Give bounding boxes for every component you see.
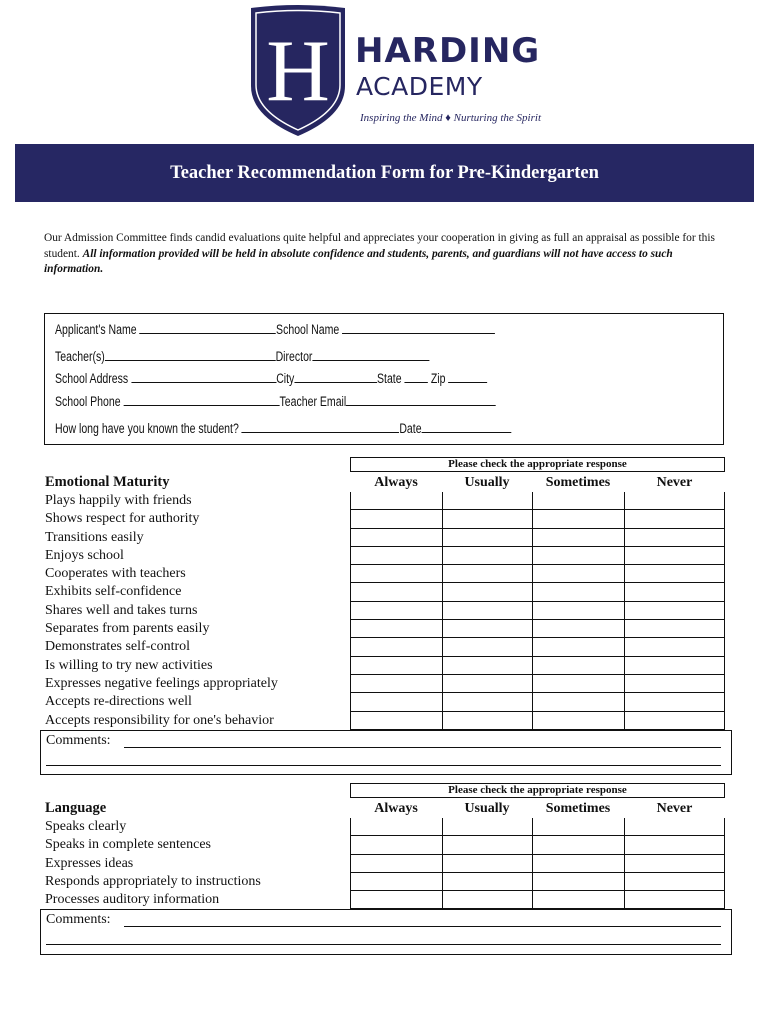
rating-row <box>40 693 725 711</box>
rating-row <box>40 602 725 620</box>
column-sometimes: Sometimes <box>545 801 611 816</box>
response-cell-sometimes[interactable] <box>532 891 624 909</box>
response-cell-usually[interactable] <box>442 657 532 675</box>
response-cell-usually[interactable] <box>442 855 532 873</box>
response-cell-sometimes[interactable] <box>532 818 624 836</box>
comments-line[interactable] <box>46 944 721 945</box>
known-how-long-field[interactable] <box>242 421 400 433</box>
rating-item-label: Accepts responsibility for one's behavior <box>45 712 274 728</box>
response-cell-usually[interactable] <box>442 529 532 547</box>
intro-emphasis: All information provided will be held in absolute confidence and students, parents, and guardians will not have access to such information. <box>44 247 673 275</box>
response-cell-sometimes[interactable] <box>532 855 624 873</box>
section-title: Emotional Maturity <box>45 474 170 490</box>
state-label: State <box>377 371 402 386</box>
teacher-email-field[interactable] <box>346 394 496 406</box>
response-cell-sometimes[interactable] <box>532 873 624 891</box>
response-cell-never[interactable] <box>624 675 725 693</box>
rating-item-label: Responds appropriately to instructions <box>45 873 261 889</box>
response-cell-sometimes[interactable] <box>532 693 624 711</box>
logo-name-academy: ACADEMY <box>356 72 483 101</box>
applicant-info-box <box>44 313 724 445</box>
response-caption: Please check the appropriate response <box>350 783 725 798</box>
response-cell-always[interactable] <box>350 873 442 891</box>
response-cell-sometimes[interactable] <box>532 529 624 547</box>
school-name-label: School Name <box>276 322 340 337</box>
director-field[interactable] <box>312 349 429 361</box>
rating-row <box>40 675 725 693</box>
rating-item-label: Processes auditory information <box>45 892 220 908</box>
response-cell-never[interactable] <box>624 510 725 528</box>
response-cell-sometimes[interactable] <box>532 547 624 565</box>
date-label: Date <box>399 421 422 436</box>
response-cell-always[interactable] <box>350 693 442 711</box>
response-cell-usually[interactable] <box>442 836 532 854</box>
school-phone-label: School Phone <box>55 394 121 409</box>
rating-row <box>40 547 725 565</box>
response-cell-never[interactable] <box>624 547 725 565</box>
comments-line[interactable] <box>124 747 721 748</box>
column-sometimes: Sometimes <box>545 475 611 490</box>
response-cell-always[interactable] <box>350 818 442 836</box>
school-address-label: School Address <box>55 371 129 386</box>
response-cell-always[interactable] <box>350 657 442 675</box>
response-cell-always[interactable] <box>350 583 442 601</box>
response-cell-usually[interactable] <box>442 602 532 620</box>
section-title: Language <box>45 800 107 816</box>
response-cell-never[interactable] <box>624 583 725 601</box>
response-cell-usually[interactable] <box>442 565 532 583</box>
response-cell-sometimes[interactable] <box>532 583 624 601</box>
response-cell-usually[interactable] <box>442 891 532 909</box>
teachers-field[interactable] <box>105 349 276 361</box>
response-cell-usually[interactable] <box>442 693 532 711</box>
column-never: Never <box>656 801 693 816</box>
state-field[interactable] <box>405 371 428 383</box>
rating-item-label: Expresses negative feelings appropriately <box>45 675 278 691</box>
response-cell-sometimes[interactable] <box>532 657 624 675</box>
response-cell-usually[interactable] <box>442 873 532 891</box>
rating-row <box>40 818 725 836</box>
rating-item-label: Separates from parents easily <box>45 621 210 637</box>
response-cell-sometimes[interactable] <box>532 712 624 730</box>
response-cell-never[interactable] <box>624 836 725 854</box>
comments-label: Comments: <box>46 733 111 748</box>
rating-item-label: Expresses ideas <box>45 855 134 871</box>
comments-box <box>40 909 732 955</box>
response-cell-usually[interactable] <box>442 818 532 836</box>
response-cell-always[interactable] <box>350 547 442 565</box>
rating-row <box>40 873 725 891</box>
response-cell-sometimes[interactable] <box>532 836 624 854</box>
column-usually: Usually <box>464 475 510 490</box>
known-how-long-label: How long have you known the student? <box>55 421 239 436</box>
rating-row <box>40 657 725 675</box>
zip-field[interactable] <box>448 371 487 383</box>
school-address-field[interactable] <box>131 371 276 383</box>
rating-item-label: Is willing to try new activities <box>45 657 213 673</box>
response-cell-never[interactable] <box>624 492 725 510</box>
response-cell-usually[interactable] <box>442 583 532 601</box>
intro-text: Our Admission Committee finds candid evaluations quite helpful and appreciates your cooperation in giving as full an appraisal as possible for this student. <box>44 232 715 260</box>
response-caption: Please check the appropriate response <box>350 457 725 472</box>
response-cell-always[interactable] <box>350 836 442 854</box>
rating-item-label: Shares well and takes turns <box>45 602 198 618</box>
response-cell-never[interactable] <box>624 712 725 730</box>
comments-line[interactable] <box>46 765 721 766</box>
rating-row <box>40 855 725 873</box>
response-cell-never[interactable] <box>624 529 725 547</box>
response-cell-sometimes[interactable] <box>532 675 624 693</box>
response-cell-always[interactable] <box>350 855 442 873</box>
response-cell-sometimes[interactable] <box>532 565 624 583</box>
response-cell-never[interactable] <box>624 565 725 583</box>
info-row-address <box>55 371 487 386</box>
rating-row <box>40 510 725 528</box>
rating-item-label: Exhibits self-confidence <box>45 584 182 600</box>
response-cell-never[interactable] <box>624 891 725 909</box>
rating-item-label: Shows respect for authority <box>45 511 200 527</box>
intro-paragraph <box>44 231 730 278</box>
school-phone-field[interactable] <box>124 394 280 406</box>
response-cell-usually[interactable] <box>442 638 532 656</box>
response-cell-sometimes[interactable] <box>532 510 624 528</box>
rating-item-label: Speaks clearly <box>45 819 127 834</box>
zip-label: Zip <box>430 371 446 386</box>
response-cell-never[interactable] <box>624 818 725 836</box>
response-cell-always[interactable] <box>350 602 442 620</box>
applicant-name-label: Applicant's Name <box>55 322 137 337</box>
logo-tagline: Inspiring the Mind ♦ Nurturing the Spirit <box>360 112 542 124</box>
rating-row <box>40 712 725 730</box>
response-cell-never[interactable] <box>624 638 725 656</box>
response-cell-always[interactable] <box>350 565 442 583</box>
director-label: Director <box>275 349 313 364</box>
shield-icon <box>248 4 348 138</box>
rating-rows <box>40 818 725 909</box>
response-cell-always[interactable] <box>350 675 442 693</box>
rating-rows <box>40 492 725 730</box>
response-cell-sometimes[interactable] <box>532 638 624 656</box>
response-cell-always[interactable] <box>350 638 442 656</box>
rating-item-label: Demonstrates self-control <box>45 639 191 655</box>
response-cell-always[interactable] <box>350 492 442 510</box>
info-row-known <box>55 421 511 436</box>
applicant-name-field[interactable] <box>140 322 277 334</box>
comments-label: Comments: <box>46 912 111 927</box>
response-cell-always[interactable] <box>350 712 442 730</box>
school-name-field[interactable] <box>342 322 495 334</box>
rating-row <box>40 583 725 601</box>
rating-item-label: Accepts re-directions well <box>45 694 192 710</box>
response-cell-sometimes[interactable] <box>532 492 624 510</box>
response-cell-never[interactable] <box>624 873 725 891</box>
rating-row <box>40 638 725 656</box>
rating-row <box>40 492 725 510</box>
column-always: Always <box>374 475 418 490</box>
rating-item-label: Speaks in complete sentences <box>45 837 212 853</box>
rating-item-label: Cooperates with teachers <box>45 566 186 582</box>
response-cell-sometimes[interactable] <box>532 602 624 620</box>
harding-academy-logo <box>248 4 548 140</box>
response-cell-usually[interactable] <box>442 620 532 638</box>
rating-row <box>40 620 725 638</box>
response-cell-never[interactable] <box>624 855 725 873</box>
rating-row <box>40 565 725 583</box>
response-cell-usually[interactable] <box>442 675 532 693</box>
column-never: Never <box>656 475 693 490</box>
teacher-email-label: Teacher Email <box>279 394 347 409</box>
rating-item-label: Transitions easily <box>45 529 144 545</box>
info-row-phone <box>55 394 496 409</box>
response-cell-never[interactable] <box>624 602 725 620</box>
info-row-teachers <box>55 349 429 364</box>
rating-row <box>40 836 725 854</box>
title-banner <box>15 144 754 202</box>
logo-name-harding: HARDING <box>355 31 541 71</box>
date-field[interactable] <box>422 421 512 433</box>
response-cell-usually[interactable] <box>442 492 532 510</box>
column-usually: Usually <box>464 801 510 816</box>
city-label: City <box>276 371 295 386</box>
page-title: Teacher Recommendation Form for Pre-Kindergarten <box>170 162 599 183</box>
comments-line[interactable] <box>124 926 721 927</box>
response-cell-usually[interactable] <box>442 547 532 565</box>
response-cell-never[interactable] <box>624 620 725 638</box>
response-cell-always[interactable] <box>350 529 442 547</box>
comments-box <box>40 730 732 775</box>
info-row-names <box>55 322 495 337</box>
response-cell-always[interactable] <box>350 620 442 638</box>
response-cell-never[interactable] <box>624 657 725 675</box>
response-cell-sometimes[interactable] <box>532 620 624 638</box>
rating-row <box>40 529 725 547</box>
response-cell-usually[interactable] <box>442 510 532 528</box>
svg-text:H: H <box>266 23 330 120</box>
teachers-label: Teacher(s) <box>55 349 105 364</box>
city-field[interactable] <box>294 371 377 383</box>
rating-item-label: Plays happily with friends <box>45 493 192 508</box>
rating-row <box>40 891 725 909</box>
response-cell-never[interactable] <box>624 693 725 711</box>
response-cell-always[interactable] <box>350 510 442 528</box>
response-cell-always[interactable] <box>350 891 442 909</box>
column-always: Always <box>374 801 418 816</box>
rating-item-label: Enjoys school <box>45 547 124 563</box>
response-cell-usually[interactable] <box>442 712 532 730</box>
